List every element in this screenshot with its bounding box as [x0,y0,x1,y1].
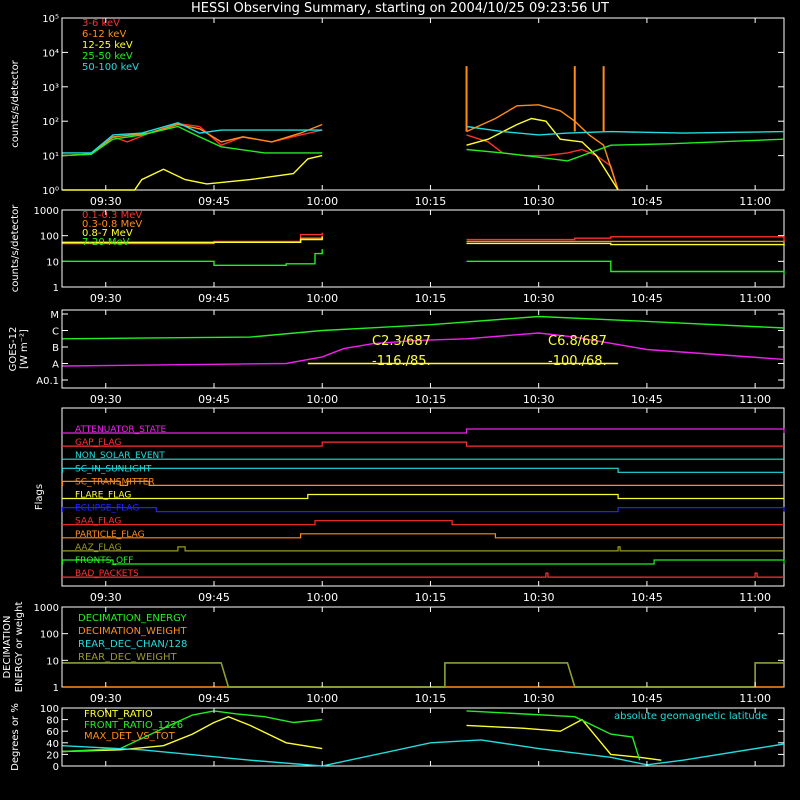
panel-2-xtick-label: 10:00 [306,292,339,305]
flag-label: PARTICLE_FLAG [75,529,145,540]
panel-3-ylabel-units: [W m⁻²] [19,329,30,369]
panel-2-xtick-label: 10:30 [522,292,555,305]
panel-3-ytick-label: M [50,310,59,321]
panel-1-legend-entry: 3-6 keV [82,18,120,29]
flag-label: SAA_FLAG [75,516,122,527]
panel-3-xtick-label: 10:00 [306,393,339,406]
flag-label: GAP_FLAG [75,438,122,449]
panel-5-legend-entry: REAR_DEC_WEIGHT [78,652,177,663]
panel-3-xtick-label: 10:30 [522,393,555,406]
figure-title: HESSI Observing Summary, starting on 2004/10/25 09:23:56 UT [191,1,609,16]
panel-6-ylabel: Degrees or % [10,703,21,771]
flag-label: BAD_PACKETS [75,569,139,580]
panel-3-ytick-label: A [52,359,59,371]
panel-1-ytick-label: 10⁰ [42,186,59,197]
panel-3-xtick-label: 10:15 [414,393,447,406]
flag-label: FLARE_FLAG [75,490,132,501]
panel-3-ylabel: GOES-12 [8,326,19,372]
flare-annotation-position: -100./68. [548,354,607,369]
panel-6-legend-entry: FRONT_RATIO [84,709,153,720]
panel-1-ytick-label: 10⁴ [42,48,59,60]
panel-4-xtick-label: 09:30 [89,591,122,604]
panel-2-ytick-label: 100 [39,231,59,243]
panel-1-legend-entry: 12-25 keV [82,40,133,51]
panel-1-legend-entry: 6-12 keV [82,29,127,40]
panel-2-legend-entry: 0.3-0.8 MeV [82,219,143,230]
panel-5-legend-entry: DECIMATION_WEIGHT [78,626,187,637]
flag-label: SC_TRANSMITTER [75,477,155,488]
panel-1-xtick-label: 10:45 [631,195,663,208]
panel-2-ylabel: counts/s/detector [10,204,21,293]
panel-2-legend-entry: 0.8-7 MeV [82,228,133,239]
panel-2-xtick-label: 10:15 [414,292,447,305]
panel-5-ytick-label: 100 [39,629,59,641]
panel-5-xtick-label: 11:00 [739,692,771,705]
flag-label: FRONTS_OFF [75,556,134,566]
flare-annotation-position: -116./85. [372,354,431,369]
panel-1-xtick-label: 10:00 [306,195,339,208]
panel-3-ytick-label: C [52,326,59,338]
panel-6-ytick-label: 0 [52,762,59,773]
panel-1-xtick-label: 10:15 [414,195,447,208]
panel-3-xtick-label: 09:30 [89,393,122,406]
panel-2-legend-entry: 0.1-0.3 MeV [82,210,143,221]
panel-1-xtick-label: 09:30 [89,195,122,208]
panel-5-xtick-label: 10:45 [631,692,663,705]
panel-3-xtick-label: 11:00 [739,393,771,406]
panel-2-xtick-label: 09:45 [198,292,230,305]
panel-4-xtick-label: 10:30 [522,591,555,604]
panel-1-legend-entry: 50-100 keV [82,62,140,73]
panel-3-ytick-label: A0.1 [36,376,59,387]
panel-5-legend-entry: DECIMATION_ENERGY [78,613,187,624]
panel-2-ytick-label: 1 [52,283,59,294]
panel-3-xtick-label: 09:45 [198,393,230,406]
flare-annotation-class: C6.8/687 [548,334,607,349]
panel-4-ylabel: Flags [34,483,45,511]
panel-5-xtick-label: 10:00 [306,692,339,705]
panel-1-ytick-label: 10² [42,117,59,129]
panel-1-xtick-label: 09:45 [198,195,230,208]
panel-5-ylabel: DECIMATION [2,615,13,679]
panel-1-xtick-label: 10:30 [522,195,555,208]
flare-annotation-class: C2.3/687 [372,334,431,349]
panel-4-xtick-label: 10:45 [631,591,663,604]
flag-label: ATTENUATOR_STATE [75,425,167,435]
flag-label: NON_SOLAR_EVENT [75,451,165,462]
panel-6-ytick-label: 60 [46,727,59,739]
panel-1-legend-entry: 25-50 keV [82,51,133,62]
panel-6-legend-entry: FRONT_RATIO_1226 [84,720,184,731]
panel-5-xtick-label: 10:15 [414,692,447,705]
geomag-latitude-label: absolute geomagnetic latitude [614,711,768,722]
panel-5-xtick-label: 09:45 [198,692,230,705]
panel-6-ytick-label: 40 [46,738,59,750]
panel-2-ytick-label: 10 [46,257,59,269]
panel-2-xtick-label: 09:30 [89,292,122,305]
flag-label: ECLIPSE_FLAG [75,503,140,514]
panel-2-xtick-label: 11:00 [739,292,771,305]
panel-6-ytick-label: 20 [46,750,59,762]
panel-6-ytick-label: 100 [39,704,59,715]
panel-4-xtick-label: 11:00 [739,591,771,604]
panel-5-xtick-label: 10:30 [522,692,555,705]
panel-6-legend-entry: MAX_DET_VS_TOT [84,731,175,742]
flag-label: SC_IN_SUNLIGHT [75,464,152,475]
panel-6-ytick-label: 80 [46,715,59,727]
flag-label: AAZ_FLAG [75,542,122,553]
panel-5-xtick-label: 09:30 [89,692,122,705]
panel-5-legend-entry: REAR_DEC_CHAN/128 [78,639,188,650]
panel-5-ytick-label: 1 [52,683,59,694]
panel-1-ytick-label: 10⁵ [42,14,59,25]
panel-4-xtick-label: 10:15 [414,591,447,604]
panel-1-ytick-label: 10¹ [42,151,59,163]
panel-5-ytick-label: 1000 [33,603,59,614]
panel-1-ylabel: counts/s/detector [10,60,21,148]
panel-2-xtick-label: 10:45 [631,292,663,305]
panel-4-xtick-label: 09:45 [198,591,230,604]
panel-2-legend-entry: 7-20 MeV [82,237,130,248]
panel-2-ytick-label: 1000 [33,206,59,217]
panel-3-xtick-label: 10:45 [631,393,663,406]
panel-3-ytick-label: B [52,343,59,354]
panel-4-xtick-label: 10:00 [306,591,339,604]
panel-5-ylabel-units: ENERGY or weight [14,601,25,693]
panel-5-ytick-label: 10 [46,656,59,668]
panel-1-ytick-label: 10³ [42,82,59,94]
panel-1-xtick-label: 11:00 [739,195,771,208]
